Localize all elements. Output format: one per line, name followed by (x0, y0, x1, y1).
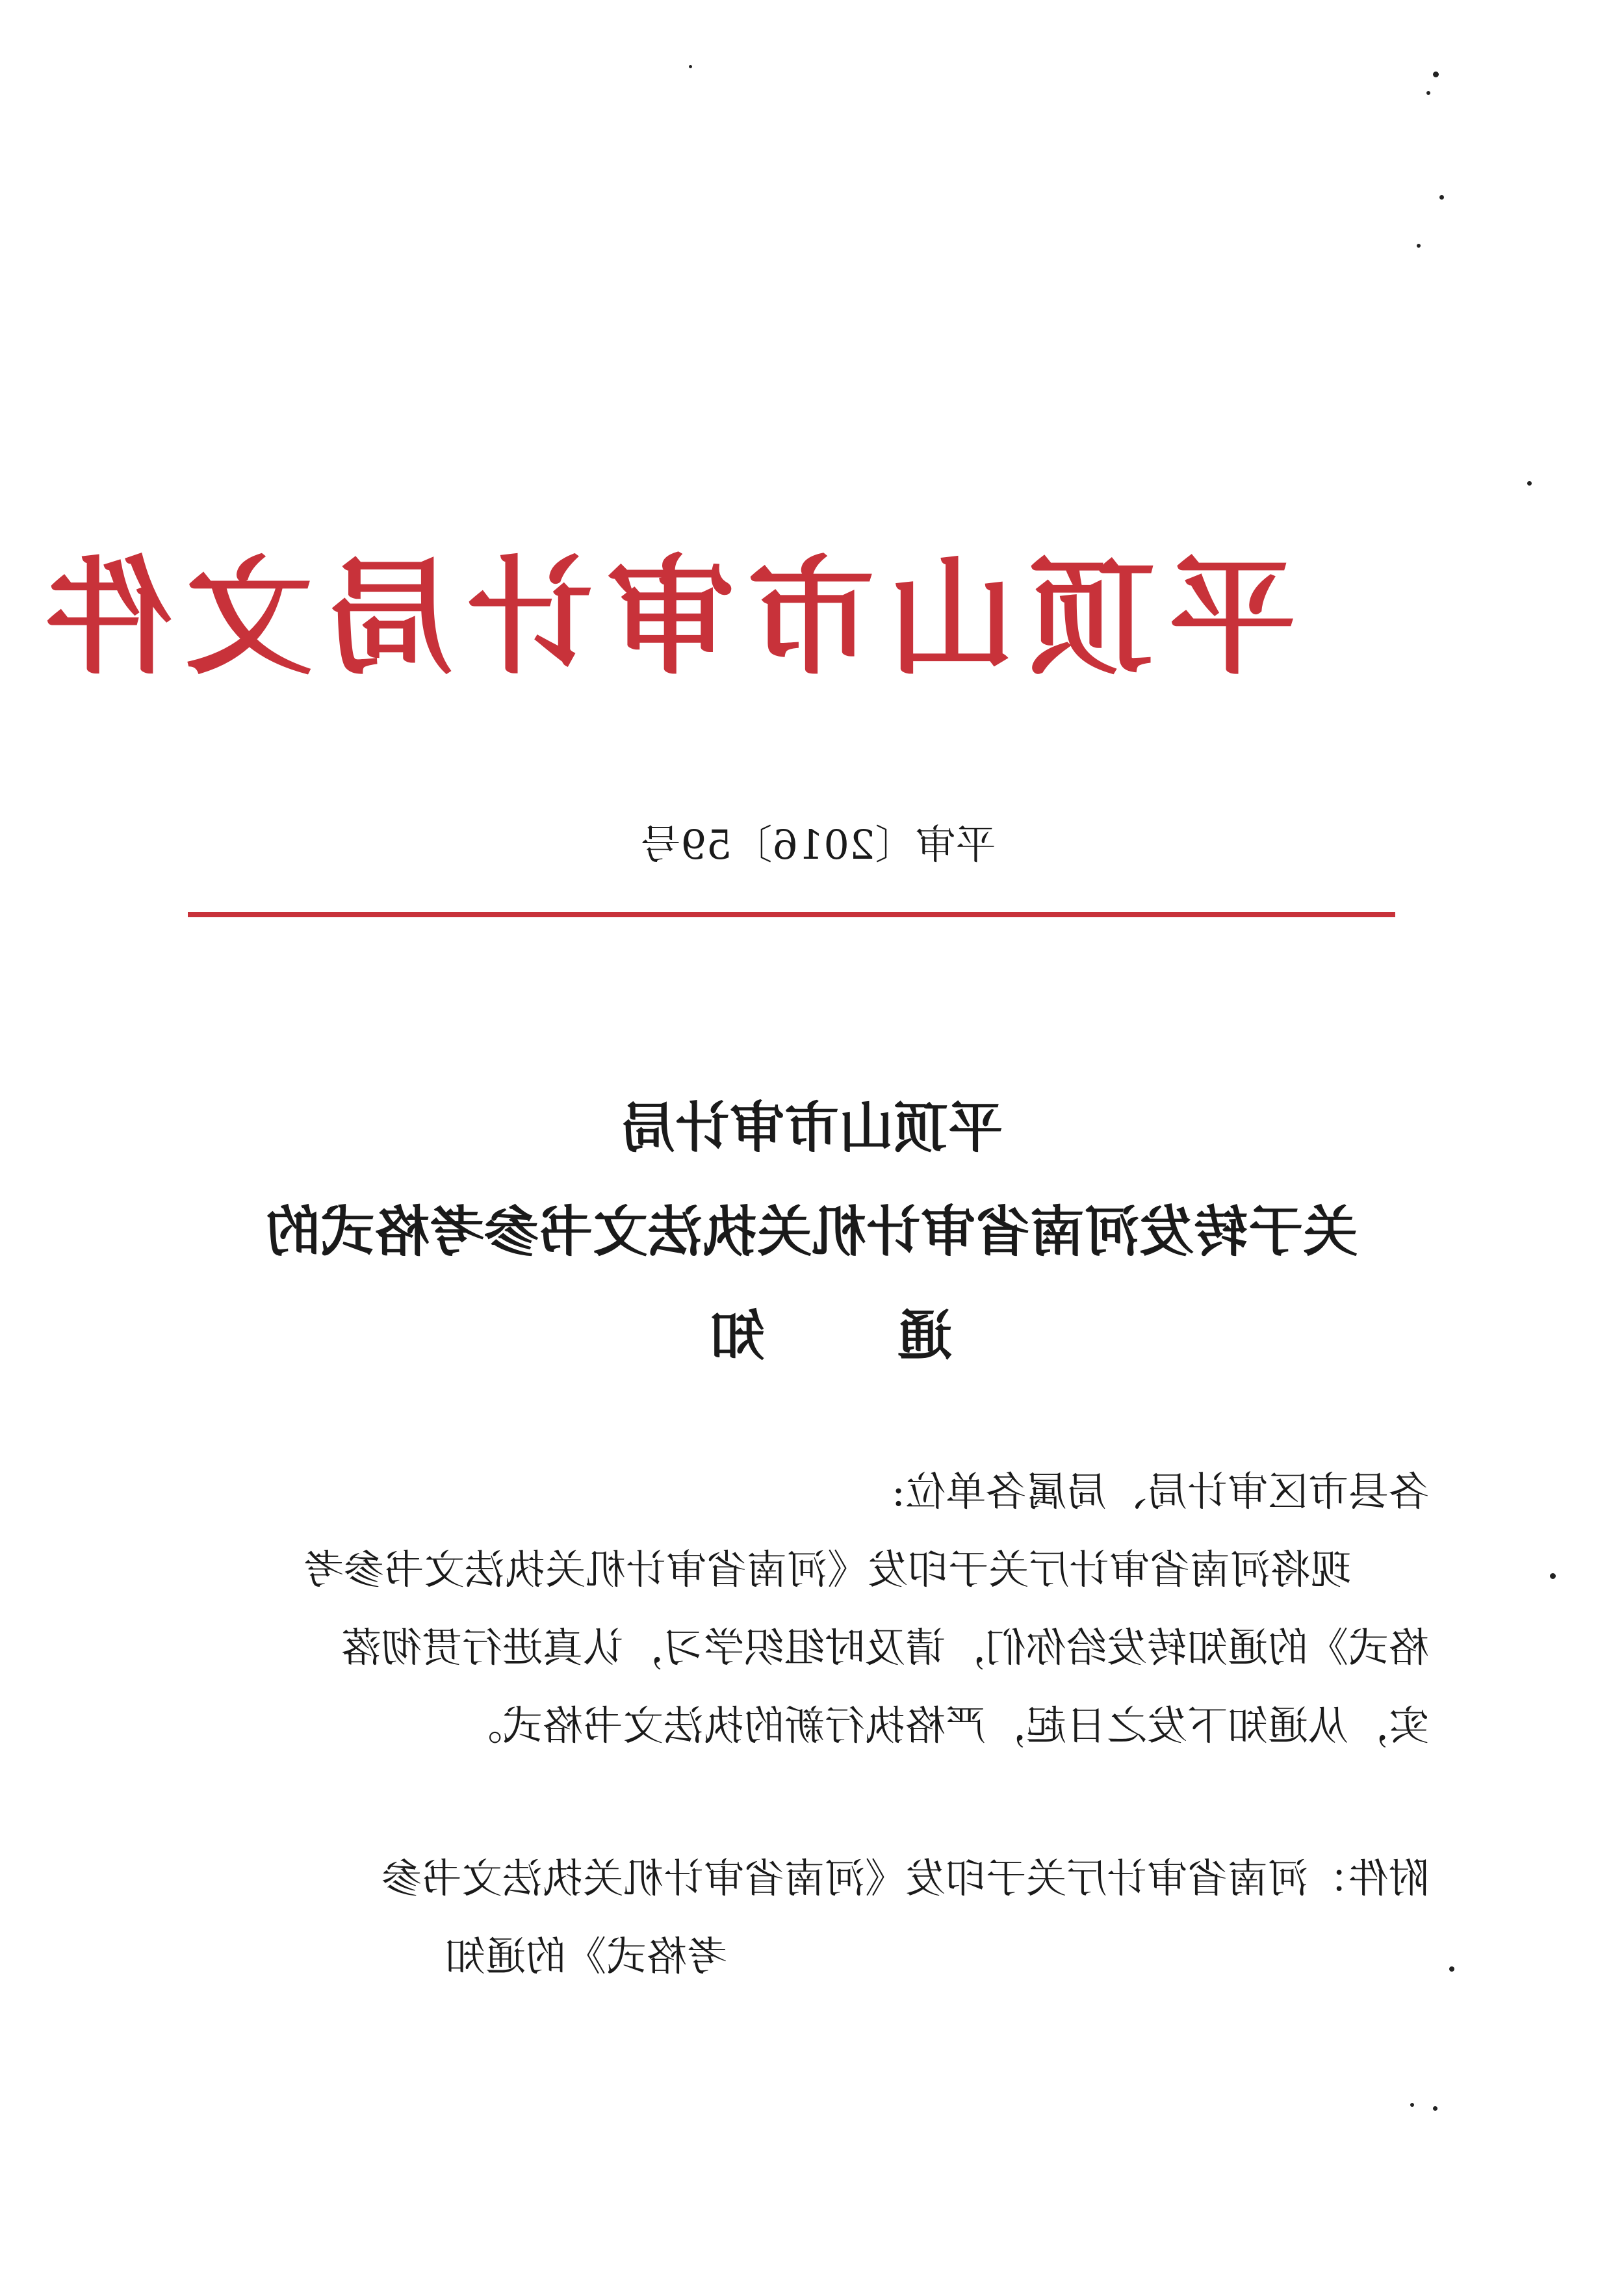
attachment-line-1: 附件：河南省审计厅关于印发《河南省审计机关执法文书参 (381, 1855, 1429, 1902)
scan-speck (1439, 195, 1444, 200)
scan-speck (1433, 2106, 1437, 2111)
scan-speck (1527, 481, 1532, 486)
scan-speck (1449, 1966, 1454, 1972)
notice-title-line-1: 平顶山市审计局 (621, 1095, 1003, 1160)
scan-speck (1410, 2103, 1414, 2107)
document-number: 平审〔2016〕59号 (640, 821, 996, 868)
paragraph-line-2: 格式》的通知转发给你们，请及时组织学习，认真进行贯彻落 (341, 1624, 1429, 1671)
paragraph-line-1: 现将河南省审计厅关于印发《河南省审计机关执法文书参考 (303, 1546, 1351, 1593)
scan-speck (689, 65, 692, 68)
scan-speck (1433, 72, 1439, 77)
document-header-title: 平顶山市审计局文件 (32, 543, 1296, 692)
red-separator-rule (188, 912, 1395, 917)
notice-title-line-3: 通 知 (671, 1303, 953, 1368)
scan-speck (1550, 1573, 1556, 1579)
attachment-line-2: 考格式》的通知 (445, 1933, 727, 1980)
scan-speck (1417, 244, 1421, 248)
paragraph-line-3: 实，从通知下发之日起，严格执行新的执法文书格式。 (461, 1702, 1429, 1749)
salutation: 各县市区审计局、局属各单位: (892, 1468, 1429, 1515)
notice-title-line-2: 关于转发河南省审计机关执法文书参考格式的 (266, 1199, 1358, 1264)
scan-speck (1426, 91, 1430, 95)
